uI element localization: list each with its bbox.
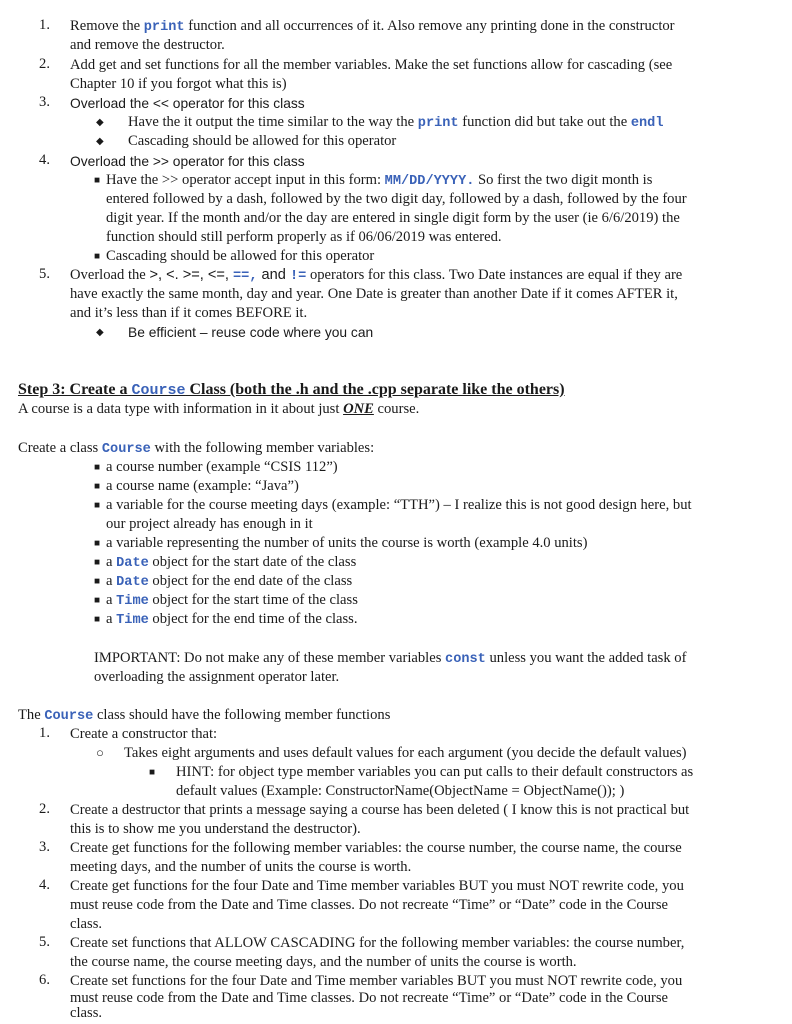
- item-number: 4.: [39, 877, 50, 893]
- item-text: Create a constructor that:: [70, 726, 218, 742]
- square-bullet-icon: ■: [94, 462, 101, 473]
- item-number: 1.: [39, 17, 50, 33]
- item-number: 3.: [39, 94, 50, 110]
- item-text: and it’s less than if it comes BEFORE it.: [70, 305, 308, 321]
- step3-intro: A course is a data type with information in it about just ONE course.: [18, 401, 420, 417]
- item-text: this is to show me you understand the destructor).: [70, 821, 361, 837]
- item-number: 5.: [39, 934, 50, 950]
- list-item: a Time object for the start time of the class: [106, 592, 358, 609]
- item-number: 2.: [39, 801, 50, 817]
- item-text: must reuse code from the Date and Time classes. Do not recreate “Time” or “Date” code in the Course: [70, 990, 669, 1006]
- item-text: Create get functions for the following member variables: the course number, the course name, the course: [70, 840, 682, 856]
- item-number: 2.: [39, 56, 50, 72]
- item-text: Create a destructor that prints a message saying a course has been deleted ( I know this is not practical but: [70, 802, 690, 818]
- sub-item-text: function should still perform properly as if 06/06/2019 was entered.: [106, 229, 502, 245]
- sub-item-text: Takes eight arguments and uses default values for each argument (you decide the default values): [124, 745, 687, 761]
- square-bullet-icon: ■: [94, 614, 101, 625]
- square-bullet-icon: ■: [94, 251, 101, 262]
- square-bullet-icon: ■: [94, 576, 101, 587]
- square-bullet-icon: ■: [94, 538, 101, 549]
- list-item: a variable representing the number of units the course is worth (example 4.0 units): [106, 535, 588, 551]
- square-bullet-icon: ■: [94, 481, 101, 492]
- member-variables-intro: Create a class Course with the following member variables:: [18, 440, 375, 457]
- item-text: Overload the >> operator for this class: [70, 154, 305, 169]
- list-item: a course number (example “CSIS 112”): [106, 459, 338, 475]
- square-bullet-icon: ■: [94, 175, 101, 186]
- important-note: IMPORTANT: Do not make any of these member variables const unless you want the added task of: [94, 650, 687, 667]
- square-bullet-icon: ■: [94, 595, 101, 606]
- list-item: a course name (example: “Java”): [106, 478, 299, 494]
- diamond-bullet-icon: ◆: [96, 136, 104, 147]
- item-text: Remove the print function and all occurrences of it. Also remove any printing done in the constructor: [70, 18, 675, 35]
- step3-heading: Step 3: Create a Course Class (both the .h and the .cpp separate like the others): [18, 381, 565, 399]
- diamond-bullet-icon: ◆: [96, 327, 104, 338]
- sub-item-text: Cascading should be allowed for this operator: [128, 133, 397, 149]
- item-text: must reuse code from the Date and Time classes. Do not recreate “Time” or “Date” code in the Course: [70, 897, 669, 913]
- item-text: Create set functions that ALLOW CASCADING for the following member variables: the course number,: [70, 935, 685, 951]
- square-bullet-icon: ■: [94, 500, 101, 511]
- sub-item-text: Be efficient – reuse code where you can: [128, 325, 374, 340]
- important-note: overloading the assignment operator later.: [94, 669, 340, 685]
- code-print: print: [143, 20, 185, 35]
- list-item: a Date object for the start date of the class: [106, 554, 357, 571]
- list-item: a Time object for the end time of the class.: [106, 611, 358, 628]
- item-number: 3.: [39, 839, 50, 855]
- item-text: Create set functions for the four Date and Time member variables BUT you must NOT rewrite code, you: [70, 973, 683, 989]
- item-text: and remove the destructor.: [70, 37, 225, 53]
- item-text: meeting days, and the number of units the course is worth.: [70, 859, 412, 875]
- list-item: our project already has enough in it: [106, 516, 313, 532]
- item-text: have exactly the same month, day and year. One Date is greater than another Date if it comes AFTER it,: [70, 286, 678, 302]
- item-text: Add get and set functions for all the member variables. Make the set functions allow for cascading (see: [70, 57, 673, 73]
- sub-item-text: entered followed by a dash, followed by the two digit day, followed by a dash, followed by the four: [106, 191, 687, 207]
- sub-item-text: Have the it output the time similar to the way the print function did but take out the endl: [128, 114, 664, 131]
- square-bullet-icon: ■: [149, 767, 156, 778]
- list-item: a Date object for the end date of the class: [106, 573, 353, 590]
- item-number: 5.: [39, 266, 50, 282]
- list-item: a variable for the course meeting days (example: “TTH”) – I realize this is not good design here, but: [106, 497, 692, 513]
- item-number: 4.: [39, 152, 50, 168]
- item-text: Overload the >, <. >=, <=, ==, and != operators for this class. Two Date instances are equal if they are: [70, 267, 683, 284]
- sub-item-text: Cascading should be allowed for this operator: [106, 248, 375, 264]
- item-text: Overload the << operator for this class: [70, 96, 305, 111]
- item-number: 6.: [39, 972, 50, 988]
- diamond-bullet-icon: ◆: [96, 117, 104, 128]
- sub-item-text: Have the >> operator accept input in this form: MM/DD/YYYY. So first the two digit month is: [106, 172, 653, 189]
- item-text: class.: [70, 916, 103, 932]
- item-text: the course name, the course meeting days, and the number of units the course is worth.: [70, 954, 577, 970]
- item-text: Create get functions for the four Date and Time member variables BUT you must NOT rewrite code, you: [70, 878, 684, 894]
- square-bullet-icon: ■: [94, 557, 101, 568]
- hint-text: default values (Example: ConstructorName(ObjectName = ObjectName()); ): [176, 783, 625, 799]
- member-functions-intro: The Course class should have the following member functions: [18, 707, 391, 724]
- item-number: 1.: [39, 725, 50, 741]
- circle-bullet-icon: ○: [96, 745, 104, 760]
- hint-text: HINT: for object type member variables you can put calls to their default constructors as: [176, 764, 694, 780]
- item-text: class.: [70, 1005, 103, 1021]
- sub-item-text: digit year. If the month and/or the day are entered in single digit form by the user (ie 6/6/2019) the: [106, 210, 680, 226]
- item-text: Chapter 10 if you forgot what this is): [70, 76, 287, 92]
